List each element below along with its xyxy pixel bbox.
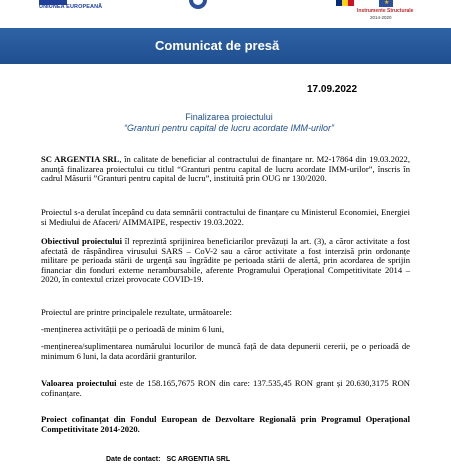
- project-subtitle: “Granturi pentru capital de lucru acordate IMM-urilor”: [123, 123, 335, 133]
- project-title: Finalizarea proiectului: [185, 112, 273, 122]
- paragraph-duration: Proiectul s-a derulat începând cu data semnării contractului de finanțare cu Ministerul Economiei, Energiei si Mediului de Afaceri/ AIMMAIPE, respectiv 19.03.2022.: [41, 207, 410, 227]
- contact-label: Date de contact:: [106, 456, 161, 463]
- star-icon: ★: [384, 0, 390, 6]
- paragraph-value: [41, 379, 410, 398]
- objective-text: îl reprezintă sprijinirea beneficiarilor prevăzuți la art. (3), a căror activitate a fost afectată de răspândirea virusului SARS – CoV-2 sau a căror activitate a fost interzisă prin ordonanțe militare pe perioada stării de urgență sau îngrădite pe perioada stării de alertă, prin acordarea de sprijin financiar din fonduri externe nerambursabile, aferente Programului Operațional Competitivitate 2014 – 2020, în contextul crizei provocate COVID-19.: [41, 236, 410, 285]
- paragraph-objective: [41, 237, 410, 285]
- banner-title: Comunicat de presă: [155, 38, 280, 53]
- structural-instruments-years: 2014-2020: [370, 15, 392, 20]
- header-logos: [0, 0, 451, 26]
- value-text: este de 158.165,7675 RON din care: 137.535,45 RON grant și 20.630,3175 RON cofinanțare.: [41, 378, 411, 398]
- romania-flag-logo: [336, 0, 354, 6]
- structural-instruments-label: Instrumente Structurale: [357, 8, 414, 14]
- company-name: SC ARGENTIA SRL: [41, 154, 120, 164]
- paragraph-intro: [41, 155, 410, 184]
- paragraph-results-intro: Proiectul are printre principalele rezultate, următoarele:: [41, 307, 232, 317]
- objective-label: Obiectivul proiectului: [41, 236, 122, 246]
- paragraph-cofinancing: Proiect cofinanțat din Fondul European de Dezvoltare Regională prin Programul Operațional Competitivitate 2014-2020.: [41, 414, 410, 434]
- flag-stripe-red: [348, 0, 354, 6]
- contact-value: SC ARGENTIA SRL: [166, 456, 231, 463]
- intro-text: , în calitate de beneficiar al contractului de finanțare nr. M2-17864 din 19.03.2022, anunță finalizarea proiectului cu titlul “Granturi pentru capital de lucru acordate IMM-urilor”, înscris în cadrul Măsurii ”Granturi pentru capital de lucru”, instituită prin OUG nr 130/2020.: [41, 154, 410, 184]
- result-item: -menținerea activității pe o perioadă de minim 6 luni,: [41, 324, 225, 334]
- eu-label: UNIUNEA EUROPEANĂ: [39, 4, 103, 10]
- document-date: 17.09.2022: [307, 84, 358, 95]
- contact-line: [106, 456, 230, 463]
- value-label: Valoarea proiectului: [41, 378, 117, 388]
- result-item: -menținerea/suplimentarea numărului locurilor de muncă față de data depunerii cererii, pe o perioadă de minimum 6 luni, la data acordării granturilor.: [41, 341, 410, 361]
- press-release-banner: [0, 28, 451, 64]
